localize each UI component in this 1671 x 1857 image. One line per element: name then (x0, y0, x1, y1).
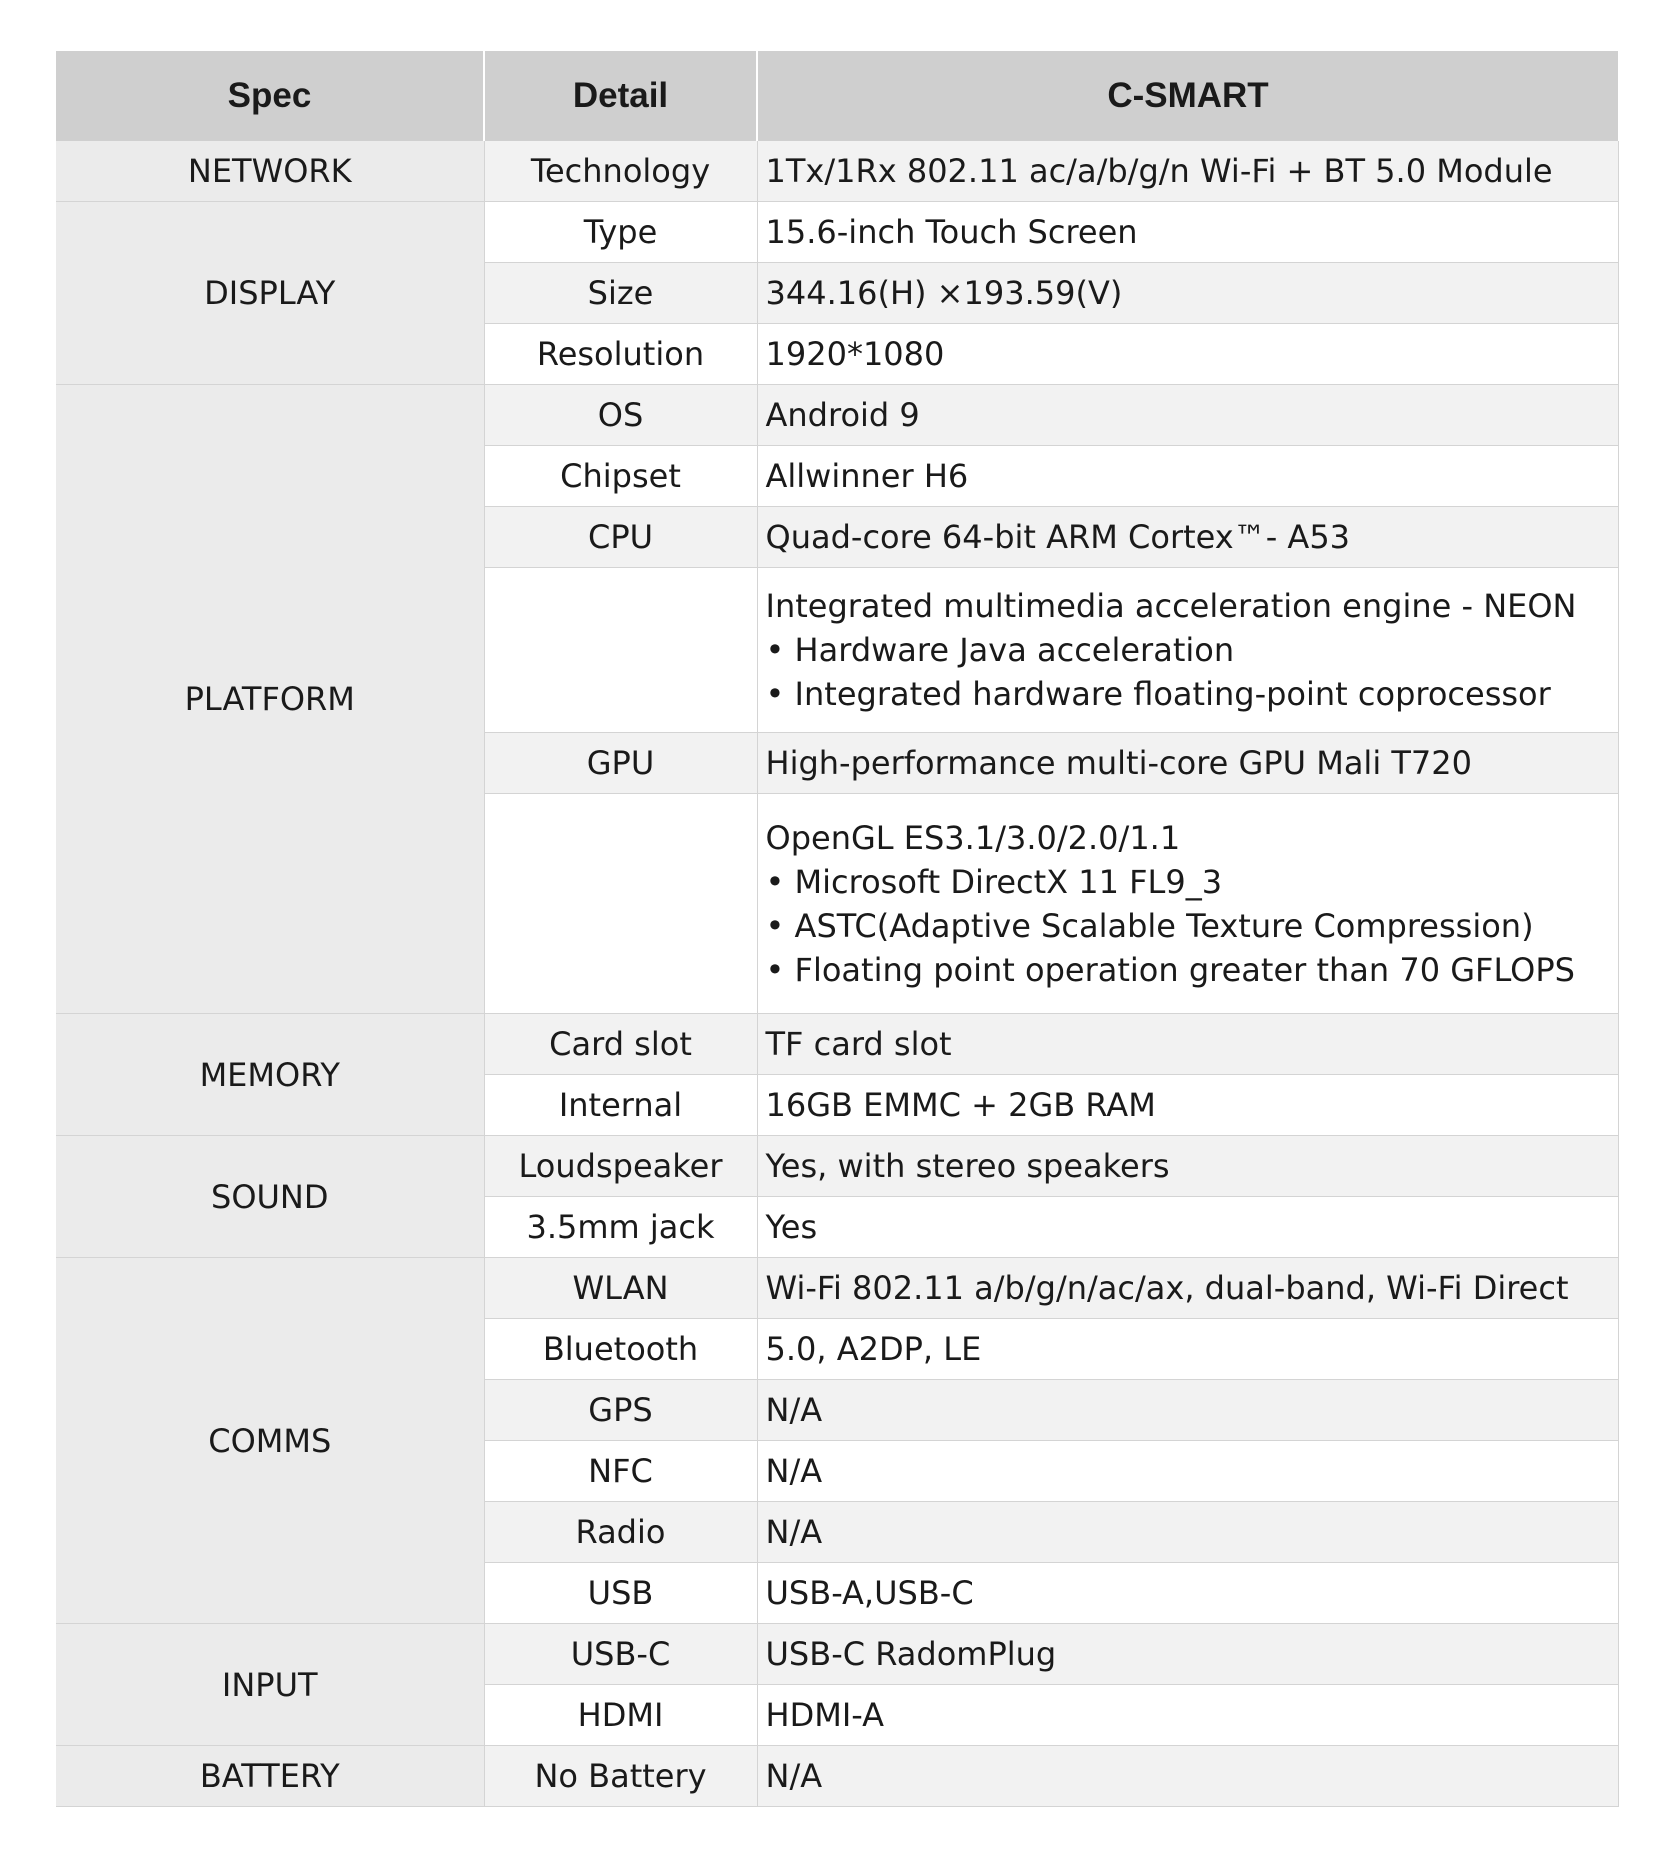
value-cell: 1Tx/1Rx 802.11 ac/a/b/g/n Wi-Fi + BT 5.0 Module (757, 141, 1618, 202)
value-line: • Hardware Java acceleration (765, 631, 1235, 669)
value-cell: N/A (757, 1746, 1618, 1807)
header-detail: Detail (484, 51, 757, 141)
spec-table (56, 51, 1619, 1807)
detail-cell: GPU (484, 733, 757, 794)
category-network: NETWORK (56, 141, 484, 202)
table-row (56, 202, 1618, 263)
detail-cell: GPS (484, 1380, 757, 1441)
detail-cell: Size (484, 263, 757, 324)
detail-cell: USB (484, 1563, 757, 1624)
detail-cell: HDMI (484, 1685, 757, 1746)
category-display: DISPLAY (56, 202, 484, 385)
detail-cell: Internal (484, 1075, 757, 1136)
category-comms: COMMS (56, 1258, 484, 1624)
value-cell: 1920*1080 (757, 324, 1618, 385)
category-input: INPUT (56, 1624, 484, 1746)
detail-cell: CPU (484, 507, 757, 568)
detail-cell: Chipset (484, 446, 757, 507)
detail-cell: Loudspeaker (484, 1136, 757, 1197)
category-platform: PLATFORM (56, 385, 484, 1014)
value-cell: 344.16(H) ×193.59(V) (757, 263, 1618, 324)
value-cell: Wi-Fi 802.11 a/b/g/n/ac/ax, dual-band, Wi-Fi Direct (757, 1258, 1618, 1319)
value-cell: Yes, with stereo speakers (757, 1136, 1618, 1197)
value-cell: 16GB EMMC + 2GB RAM (757, 1075, 1618, 1136)
value-line: OpenGL ES3.1/3.0/2.0/1.1 (765, 818, 1181, 857)
detail-cell: Technology (484, 141, 757, 202)
detail-cell: USB-C (484, 1624, 757, 1685)
detail-cell: No Battery (484, 1746, 757, 1807)
table-row (56, 1014, 1618, 1075)
category-battery: BATTERY (56, 1746, 484, 1807)
value-cell: 5.0, A2DP, LE (757, 1319, 1618, 1380)
value-cell: N/A (757, 1502, 1618, 1563)
value-cell: HDMI-A (757, 1685, 1618, 1746)
detail-cell (484, 568, 757, 733)
detail-cell (484, 794, 757, 1014)
value-cell: Android 9 (757, 385, 1618, 446)
category-sound: SOUND (56, 1136, 484, 1258)
table-row (56, 141, 1618, 202)
detail-cell: WLAN (484, 1258, 757, 1319)
value-cell: 15.6-inch Touch Screen (757, 202, 1618, 263)
value-cell: USB-C RadomPlug (757, 1624, 1618, 1685)
value-cell (757, 568, 1618, 733)
value-cell: N/A (757, 1380, 1618, 1441)
value-cell: High-performance multi-core GPU Mali T720 (757, 733, 1618, 794)
table-row (56, 1624, 1618, 1685)
value-line: • ASTC(Adaptive Scalable Texture Compression) (765, 906, 1534, 945)
value-line: Integrated multimedia acceleration engine - NEON (765, 587, 1577, 625)
value-cell: Allwinner H6 (757, 446, 1618, 507)
detail-cell: OS (484, 385, 757, 446)
table-row (56, 385, 1618, 446)
header-spec: Spec (56, 51, 484, 141)
detail-cell: Type (484, 202, 757, 263)
value-cell: TF card slot (757, 1014, 1618, 1075)
value-cell (757, 794, 1618, 1014)
header-product: C-SMART (757, 51, 1618, 141)
detail-cell: Resolution (484, 324, 757, 385)
value-cell: USB-A,USB-C (757, 1563, 1618, 1624)
value-line: • Microsoft DirectX 11 FL9_3 (765, 862, 1223, 901)
value-line: • Integrated hardware floating-point coprocessor (765, 675, 1551, 713)
detail-cell: 3.5mm jack (484, 1197, 757, 1258)
table-row (56, 1258, 1618, 1319)
table-row (56, 1746, 1618, 1807)
detail-cell: Radio (484, 1502, 757, 1563)
table-row (56, 1136, 1618, 1197)
value-line: • Floating point operation greater than 70 GFLOPS (765, 950, 1575, 989)
value-cell: N/A (757, 1441, 1618, 1502)
detail-cell: NFC (484, 1441, 757, 1502)
value-cell: Quad-core 64-bit ARM Cortex™- A53 (757, 507, 1618, 568)
detail-cell: Card slot (484, 1014, 757, 1075)
category-memory: MEMORY (56, 1014, 484, 1136)
detail-cell: Bluetooth (484, 1319, 757, 1380)
header-row (56, 51, 1618, 141)
value-cell: Yes (757, 1197, 1618, 1258)
